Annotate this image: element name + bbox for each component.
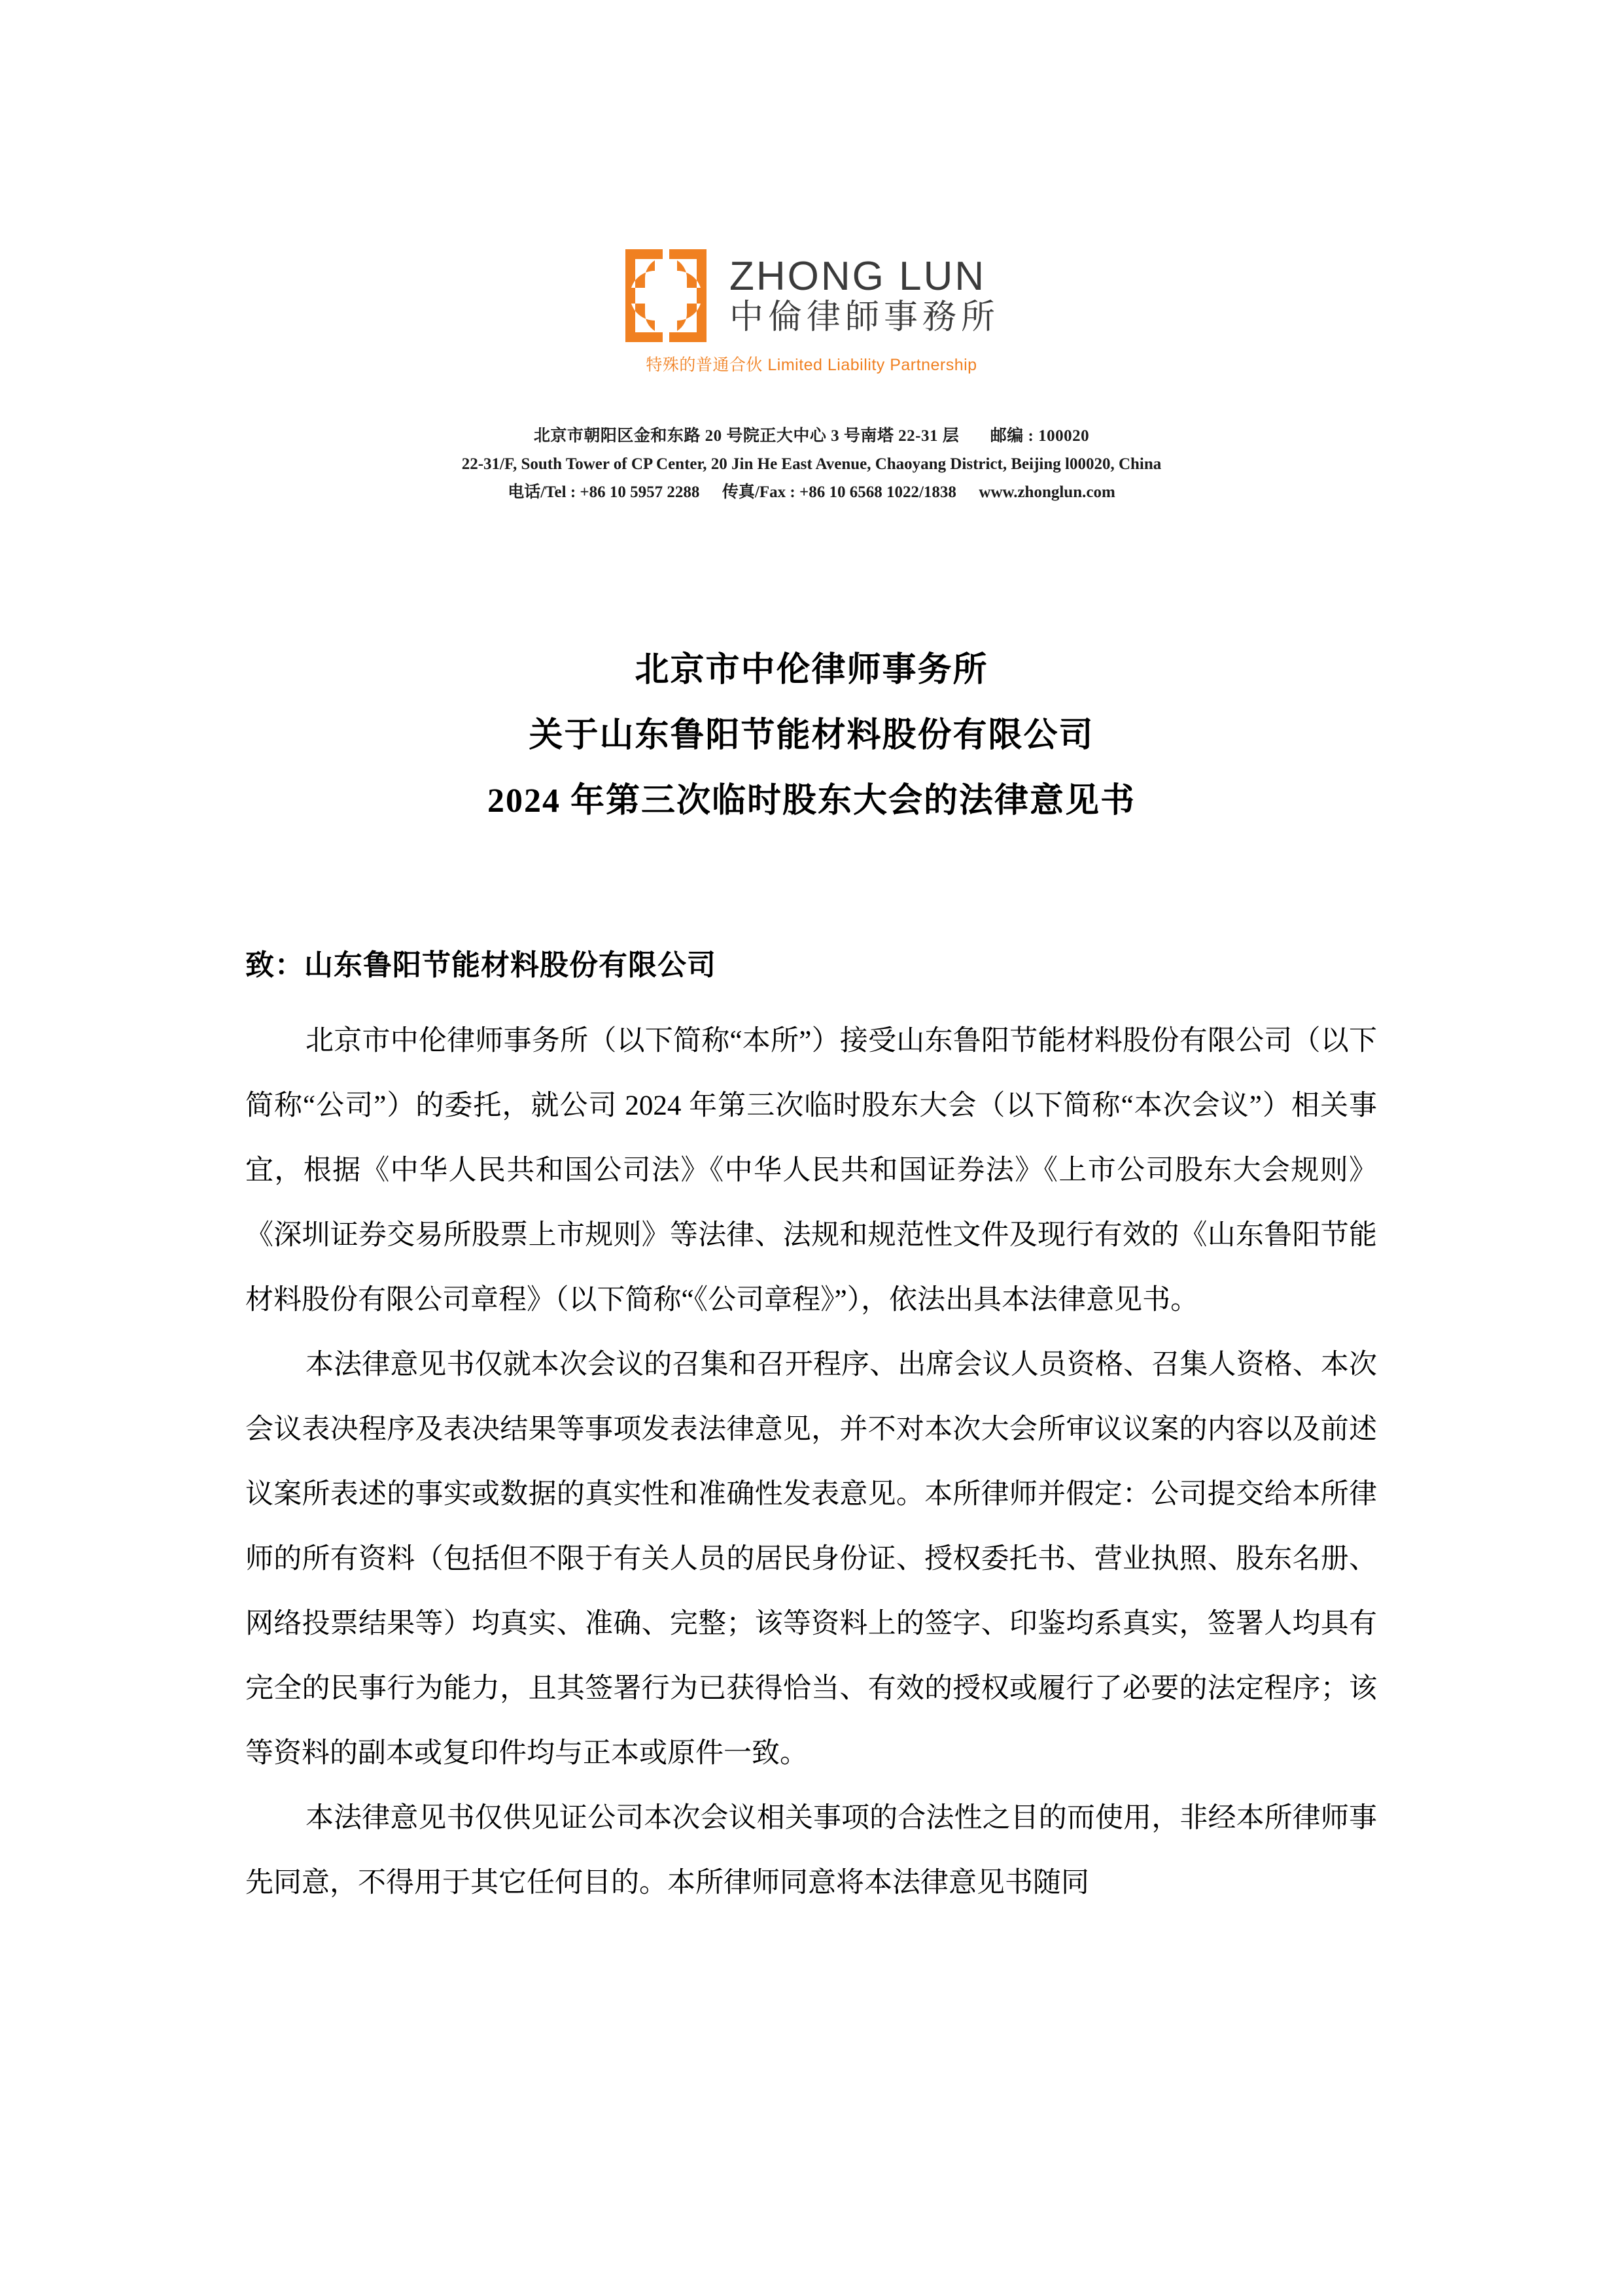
firm-wordmark — [729, 253, 1000, 336]
fax: 传真/Fax : +86 10 6568 1022/1838 — [722, 483, 956, 501]
website-link[interactable]: www.zhonglun.com — [979, 483, 1115, 501]
address-chinese-text: 北京市朝阳区金和东路 20 号院正大中心 3 号南塔 22-31 层 — [533, 427, 960, 445]
title-line-1: 北京市中伦律师事务所 — [635, 652, 988, 689]
title-line-3: 2024 年第三次临时股东大会的法律意见书 — [487, 782, 1136, 820]
firm-name-latin: ZHONG LUN — [729, 253, 986, 299]
firm-logo — [623, 247, 1000, 344]
letterhead-contact-block — [0, 422, 1623, 506]
contact-line — [0, 478, 1623, 506]
address-line-english: 22-31/F, South Tower of CP Center, 20 Jin He East Avenue, Chaoyang District, Beijing l00020, China — [461, 455, 1162, 473]
postal-code: 邮编 : 100020 — [990, 427, 1090, 445]
salutation: 致：山东鲁阳节能材料股份有限公司 — [245, 949, 716, 981]
letterhead — [0, 247, 1623, 375]
document-title — [0, 638, 1623, 834]
telephone: 电话/Tel : +86 10 5957 2288 — [508, 483, 700, 501]
body-paragraph: 本法律意见书仅就本次会议的召集和召开程序、出席会议人员资格、召集人资格、本次会议表决程序及表决结果等事项发表法律意见，并不对本次大会所审议议案的内容以及前述议案所表述的事实或数据的真实性和准确性发表意见。本所律师并假定：公司提交给本所律师的所有资料（包括但不限于有关人员的居民身份证、授权委托书、营业执照、股东名册、网络投票结果等）均真实、准确、完整；该等资料上的签字、印鉴均系真实，签署人均具有完全的民事行为能力，且其签署行为已获得恰当、有效的授权或履行了必要的法定程序；该等资料的副本或复印件均与正本或原件一致。 — [245, 1349, 1377, 1769]
body-paragraph: 北京市中伦律师事务所（以下简称“本所”）接受山东鲁阳节能材料股份有限公司（以下简称“公司”）的委托，就公司 2024 年第三次临时股东大会（以下简称“本次会议”）相关事宜，根据《中华人民共和国公司法》《中华人民共和国证券法》《上市公司股东大会规则》《深圳证券交易所股票上市规则》等法律、法规和规范性文件及现行有效的《山东鲁阳节能材料股份有限公司章程》（以下简称“《公司章程》”），依法出具本法律意见书。 — [245, 1026, 1377, 1315]
body-paragraph: 本法律意见书仅供见证公司本次会议相关事项的合法性之目的而使用，非经本所律师事先同意，不得用于其它任何目的。本所律师同意将本法律意见书随同 — [245, 1803, 1377, 1898]
address-line-chinese — [0, 422, 1623, 450]
firm-tagline: 特殊的普通合伙 Limited Liability Partnership — [646, 356, 977, 374]
firm-name-hanzi: 中倫律師事務所 — [729, 298, 1000, 336]
document-body — [245, 937, 1377, 1915]
title-line-2: 关于山东鲁阳节能材料股份有限公司 — [529, 717, 1094, 754]
zhonglun-logo-mark-icon — [623, 247, 708, 344]
